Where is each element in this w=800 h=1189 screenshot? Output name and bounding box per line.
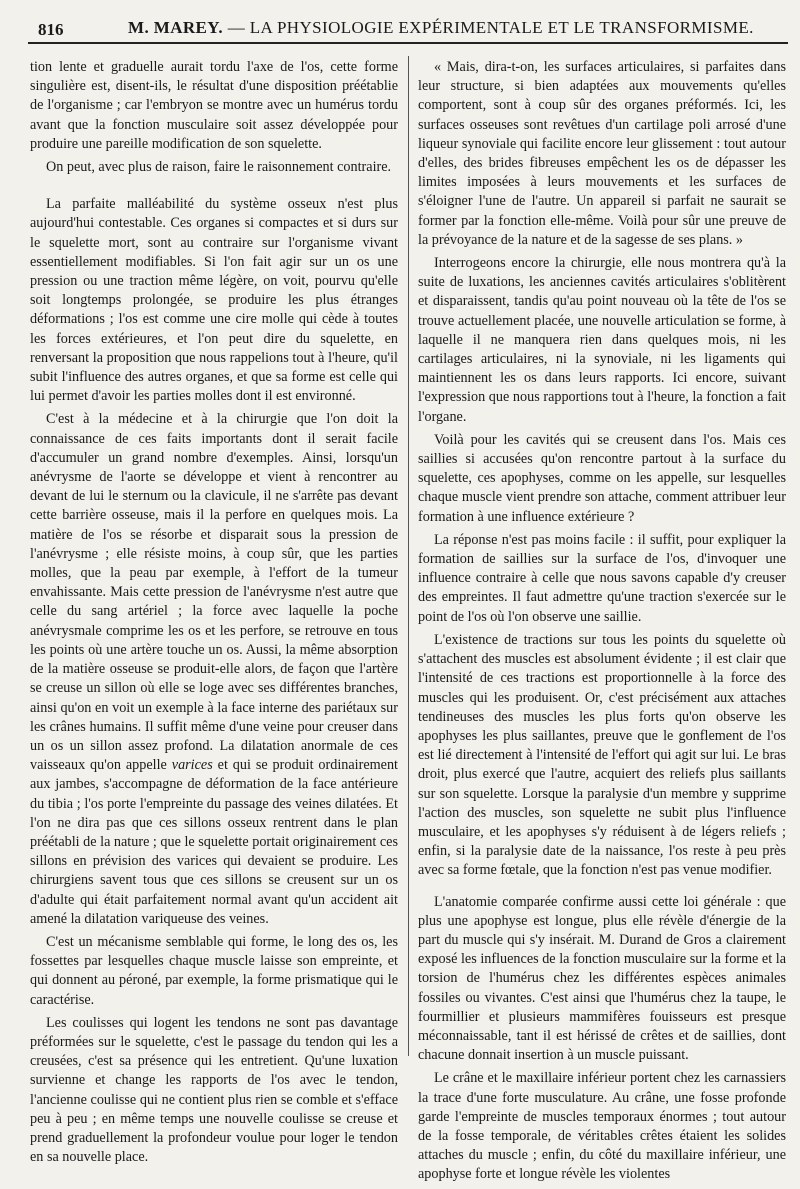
paragraph: tion lente et graduelle aurait tordu l'axe de l'os, cette forme singulière est, disent-ils, le résultat d'une disposition préétablie de l'organisme ; car l'embryon se montre avec un humérus tordu avant que la fonction musculaire soit assez développée pour produire une pareille modification de son squelette.: [30, 59, 398, 152]
paragraph: La parfaite malléabilité du système osseux n'est plus aujourd'hui contestable. Ces organes si compactes et si durs sur le squelette mort, sont au contraire sur l'organisme vivant essentiellement modifiables. Si l'on fait agir sur un os une pression ou une traction même légère, on voit, pourvu qu'elle soit longtemps prolongée, se produire les plus étranges déformations ; l'os est comme une cire molle qui cède à toutes les forces extérieures, et l'on peut dire du squelette, en renversant la proposition que nous rappelions tout à l'heure, qu'il subit l'influence des autres organes, et que sa forme est celle qui lui permet d'avoir les parties molles dont il est environné.: [30, 196, 398, 405]
paragraph: Le crâne et le maxillaire inférieur portent chez les carnassiers la trace d'une forte musculature. Au crâne, une fosse profonde garde l'empreinte de muscles temporaux énormes ; tout autour de la fosse temporale, de véritables crêtes étaient les solides attaches du muscle ; enfin, du côté du maxillaire inférieur, une apophyse forte et longue révèle les violentes: [418, 1070, 786, 1183]
paragraph: Voilà pour les cavités qui se creusent dans l'os. Mais ces saillies si accusées qu'on rencontre partout à la surface du squelette, ces apophyses, comme on les appelle, sur lesquelles chaque muscle vient prendre son attache, comment attribuer leur formation à une influence extérieure ?: [418, 431, 786, 525]
paragraph: « Mais, dira-t-on, les surfaces articulaires, si parfaites dans leur structure, si bien adaptées aux mouvements qu'elles comportent, sont à coup sûr des organes préformés. Ici, les surfaces osseuses sont revêtues d'un cartilage poli arrosé d'une liqueur synoviale qui facilite encore leur glissement : tout autour d'elles, des brides fibreuses empêchent les os de dépasser les limites imposées à leurs mouvements et les surfaces de s'éloigner l'une de l'autre. Un appareil si parfait ne saurait se former par la fonction elle-même. Voilà pour sûr une preuve de la prévoyance de la nature et de la sagesse de ses plans. »: [418, 59, 786, 248]
italic-term: varices: [171, 757, 213, 774]
left-column: [30, 58, 398, 1171]
paragraph: C'est un mécanisme semblable qui forme, le long des os, les fossettes par lesquelles chaque muscle laisse son empreinte, et qui donnent au péroné, par exemple, la forme prismatique qui le caractérise.: [30, 933, 398, 1008]
author-name: M. MAREY.: [128, 18, 224, 37]
article-title: — LA PHYSIOLOGIE EXPÉRIMENTALE ET LE TRANSFORMISME.: [227, 18, 754, 37]
paragraph: L'existence de tractions sur tous les points du squelette où s'attachent des muscles est absolument évidente ; il est clair que l'intensité de ces tractions est proportionnelle à la force des muscles qui les produisent. Or, c'est précisément aux attaches tendineuses des muscles les plus forts qu'on observe les apophyses les plus saillantes, preuve que le gonflement de l'os est lié directement à l'intensité de l'effort qui agit sur lui. Le bras droit, plus exercé que l'autre, acquiert des reliefs plus saillants sur son squelette. Lorsque la paralysie d'un membre y supprime l'action des muscles, son squelette ne subit plus l'influence musculaire, et les apophyses s'y réduisent à de légers reliefs ; enfin, si la paralysie date de la naissance, l'os reste à peu près avec sa forme fœtale, que la fonction n'est pas venue modifier.: [418, 631, 786, 879]
page-number: 816: [38, 20, 64, 39]
paragraph: [30, 410, 398, 928]
paragraph: L'anatomie comparée confirme aussi cette loi générale : que plus une apophyse est longue, plus elle révèle d'énergie de la part du muscle qui s'y insérait. M. Durand de Gros a clairement exposé les influences de la fonction musculaire sur la forme et la torsion de l'humérus chez les différentes espèces animales fossiles ou vivantes. C'est ainsi que l'humérus chez la taupe, le fourmillier et plusieurs mammifères fouisseurs est presque méconnaissable, tant il est hérissé de crêtes et de saillies, dont chacune donnait insertion à un muscle puissant.: [418, 893, 786, 1064]
paragraph: La réponse n'est pas moins facile : il suffit, pour expliquer la formation de saillies sur la surface de l'os, d'invoquer une influence contraire à celle que nous savons capable d'y creuser des empreintes. Il faut admettre qu'une traction s'exercée sur le point de l'os où l'on observe une saillie.: [418, 531, 786, 625]
right-column: [418, 58, 786, 1189]
paragraph: Interrogeons encore la chirurgie, elle nous montrera qu'à la suite de luxations, les anciennes cavités articulaires s'oblitèrent et disparaissent, tandis qu'au point nouveau où la tête de l'os se trouve actuellement placée, une nouvelle articulation se forme, à laquelle il ne manquera rien dans quelques mois, ni les cartilages articulaires, ni la synoviale, ni les ligaments qui maintiennent les os dans leurs rapports. Ici encore, suivant l'expression que nous rapportions tout à l'heure, la fonction a fait l'organe.: [418, 255, 786, 425]
column-divider: [408, 56, 409, 1056]
paragraph-text: et qui se produit ordinairement aux jambes, s'accompagne de déformation de la face antérieure du tibia ; l'os porte l'empreinte du passage des veines dilatées. Et l'on ne dira pas que ces sillons osseux rentrent dans le plan préétabli de la nature ; que le squelette portait originairement ces sillons en prévision des varices qui devaient se produire. Les chirurgiens savent tous que ces sillons se creusent sur un os d'adulte qui était parfaitement normal avant qu'un accident ait amené la dilatation variqueuse des veines.: [30, 757, 399, 927]
paragraph: Les coulisses qui logent les tendons ne sont pas davantage préformées sur le squelette, c'est le passage du tendon qui les a creusées, c'est sa présence qui les entretient. Qu'une luxation survienne et change les rapports de l'os avec le tendon, l'ancienne coulisse qui ne contient plus rien se comble et s'efface peu à peu ; en même temps une nouvelle coulisse se creuse et prend graduellement la profondeur voulue pour loger le tendon en sa nouvelle place.: [30, 1014, 398, 1166]
paragraph-text: C'est à la médecine et à la chirurgie que l'on doit la connaissance de ces faits importants dont il serait facile d'accumuler un grand nombre d'exemples. Ainsi, lorsqu'un anévrysme de l'aorte se développe et vient à rencontrer au devant de lui le sternum ou la clavicule, il ne s'arrête pas devant cette barrière osseuse, mais il la perfore en quelques mois. La matière de l'os se résorbe et disparait sous la pression de l'anévrysme ; elle résiste moins, à coup sûr, que les parties molles, que la peau par exemple, à l'effort de la tumeur envahissante. Mais cette pression de l'anévrysme n'est autre que celle du sang artériel ; la force avec laquelle la poche anévrysmale comprime les os et les perfore, se retrouve en tous les points où une artère touche un os. Aussi, la même absorption de la matière osseuse se produit-elle alors, de façon que l'artère se creuse un sillon où elle se loge avec ses différentes branches, ainsi qu'on en voit un exemple à la face interne des pariétaux sur les crânes humains. Il suffit même d'une veine pour creuser dans un os un sillon assez profond. La dilatation anormale de ces vaisseaux qu'on appelle: [30, 411, 398, 774]
page-header: [28, 12, 788, 44]
running-title: [128, 18, 788, 38]
paragraph: On peut, avec plus de raison, faire le raisonnement contraire.: [46, 159, 392, 176]
